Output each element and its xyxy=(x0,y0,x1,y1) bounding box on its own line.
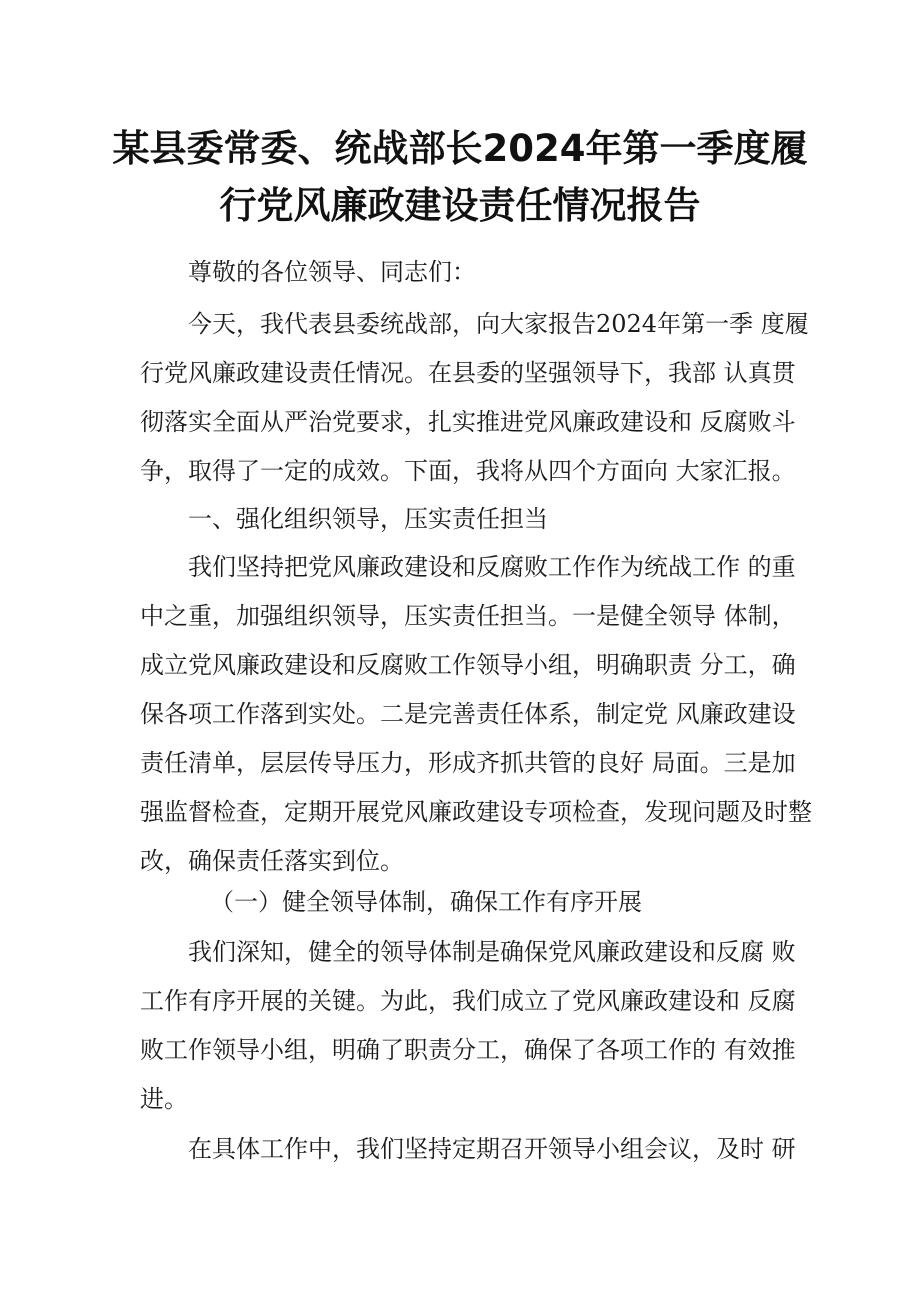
intro-line-2: 行党风廉政建设责任情况。在县委的坚强领导下，我部 认真贯 xyxy=(140,359,796,387)
section-1-line-2: 中之重，加强组织领导，压实责任担当。一是健全领导 体制， xyxy=(140,602,796,630)
intro-line-1: 今天，我代表县委统战部，向大家报告2024年第一季 度履 xyxy=(188,310,809,338)
section-1-line-6: 强监督检查，定期开展党风廉政建设专项检查，发现问题及时整 xyxy=(140,798,812,826)
intro-line-4: 争，取得了一定的成效。下面，我将从四个方面向 大家汇报。 xyxy=(140,457,796,485)
subsection-1-line-1: 我们深知，健全的领导体制是确保党风廉政建设和反腐 败 xyxy=(188,938,796,966)
section-1-line-3: 成立党风廉政建设和反腐败工作领导小组，明确职责 分工，确 xyxy=(140,651,796,679)
subsection-1-line-3: 败工作领导小组，明确了职责分工，确保了各项工作的 有效推 xyxy=(140,1036,796,1064)
last-paragraph-line-1: 在具体工作中，我们坚持定期召开领导小组会议，及时 研 xyxy=(188,1135,796,1163)
section-1-heading: 一、强化组织领导，压实责任担当 xyxy=(188,505,548,533)
section-1-line-5: 责任清单，层层传导压力，形成齐抓共管的良好 局面。三是加 xyxy=(140,749,796,777)
section-1-line-7: 改，确保责任落实到位。 xyxy=(140,847,404,875)
document-title-line-2: 行党风廉政建设责任情况报告 xyxy=(219,184,701,227)
salutation: 尊敬的各位领导、同志们： xyxy=(188,258,476,286)
document-title-line-1: 某县委常委、统战部长2024年第一季度履 xyxy=(112,127,808,170)
section-1-line-1: 我们坚持把党风廉政建设和反腐败工作作为统战工作 的重 xyxy=(188,553,796,581)
subsection-1-line-2: 工作有序开展的关键。为此，我们成立了党风廉政建设和 反腐 xyxy=(140,987,796,1015)
section-1-line-4: 保各项工作落到实处。二是完善责任体系，制定党 风廉政建设 xyxy=(140,700,796,728)
subsection-1-heading: （一）健全领导体制，确保工作有序开展 xyxy=(210,888,642,916)
intro-line-3: 彻落实全面从严治党要求，扎实推进党风廉政建设和 反腐败斗 xyxy=(140,408,796,436)
subsection-1-line-4: 进。 xyxy=(140,1085,188,1113)
